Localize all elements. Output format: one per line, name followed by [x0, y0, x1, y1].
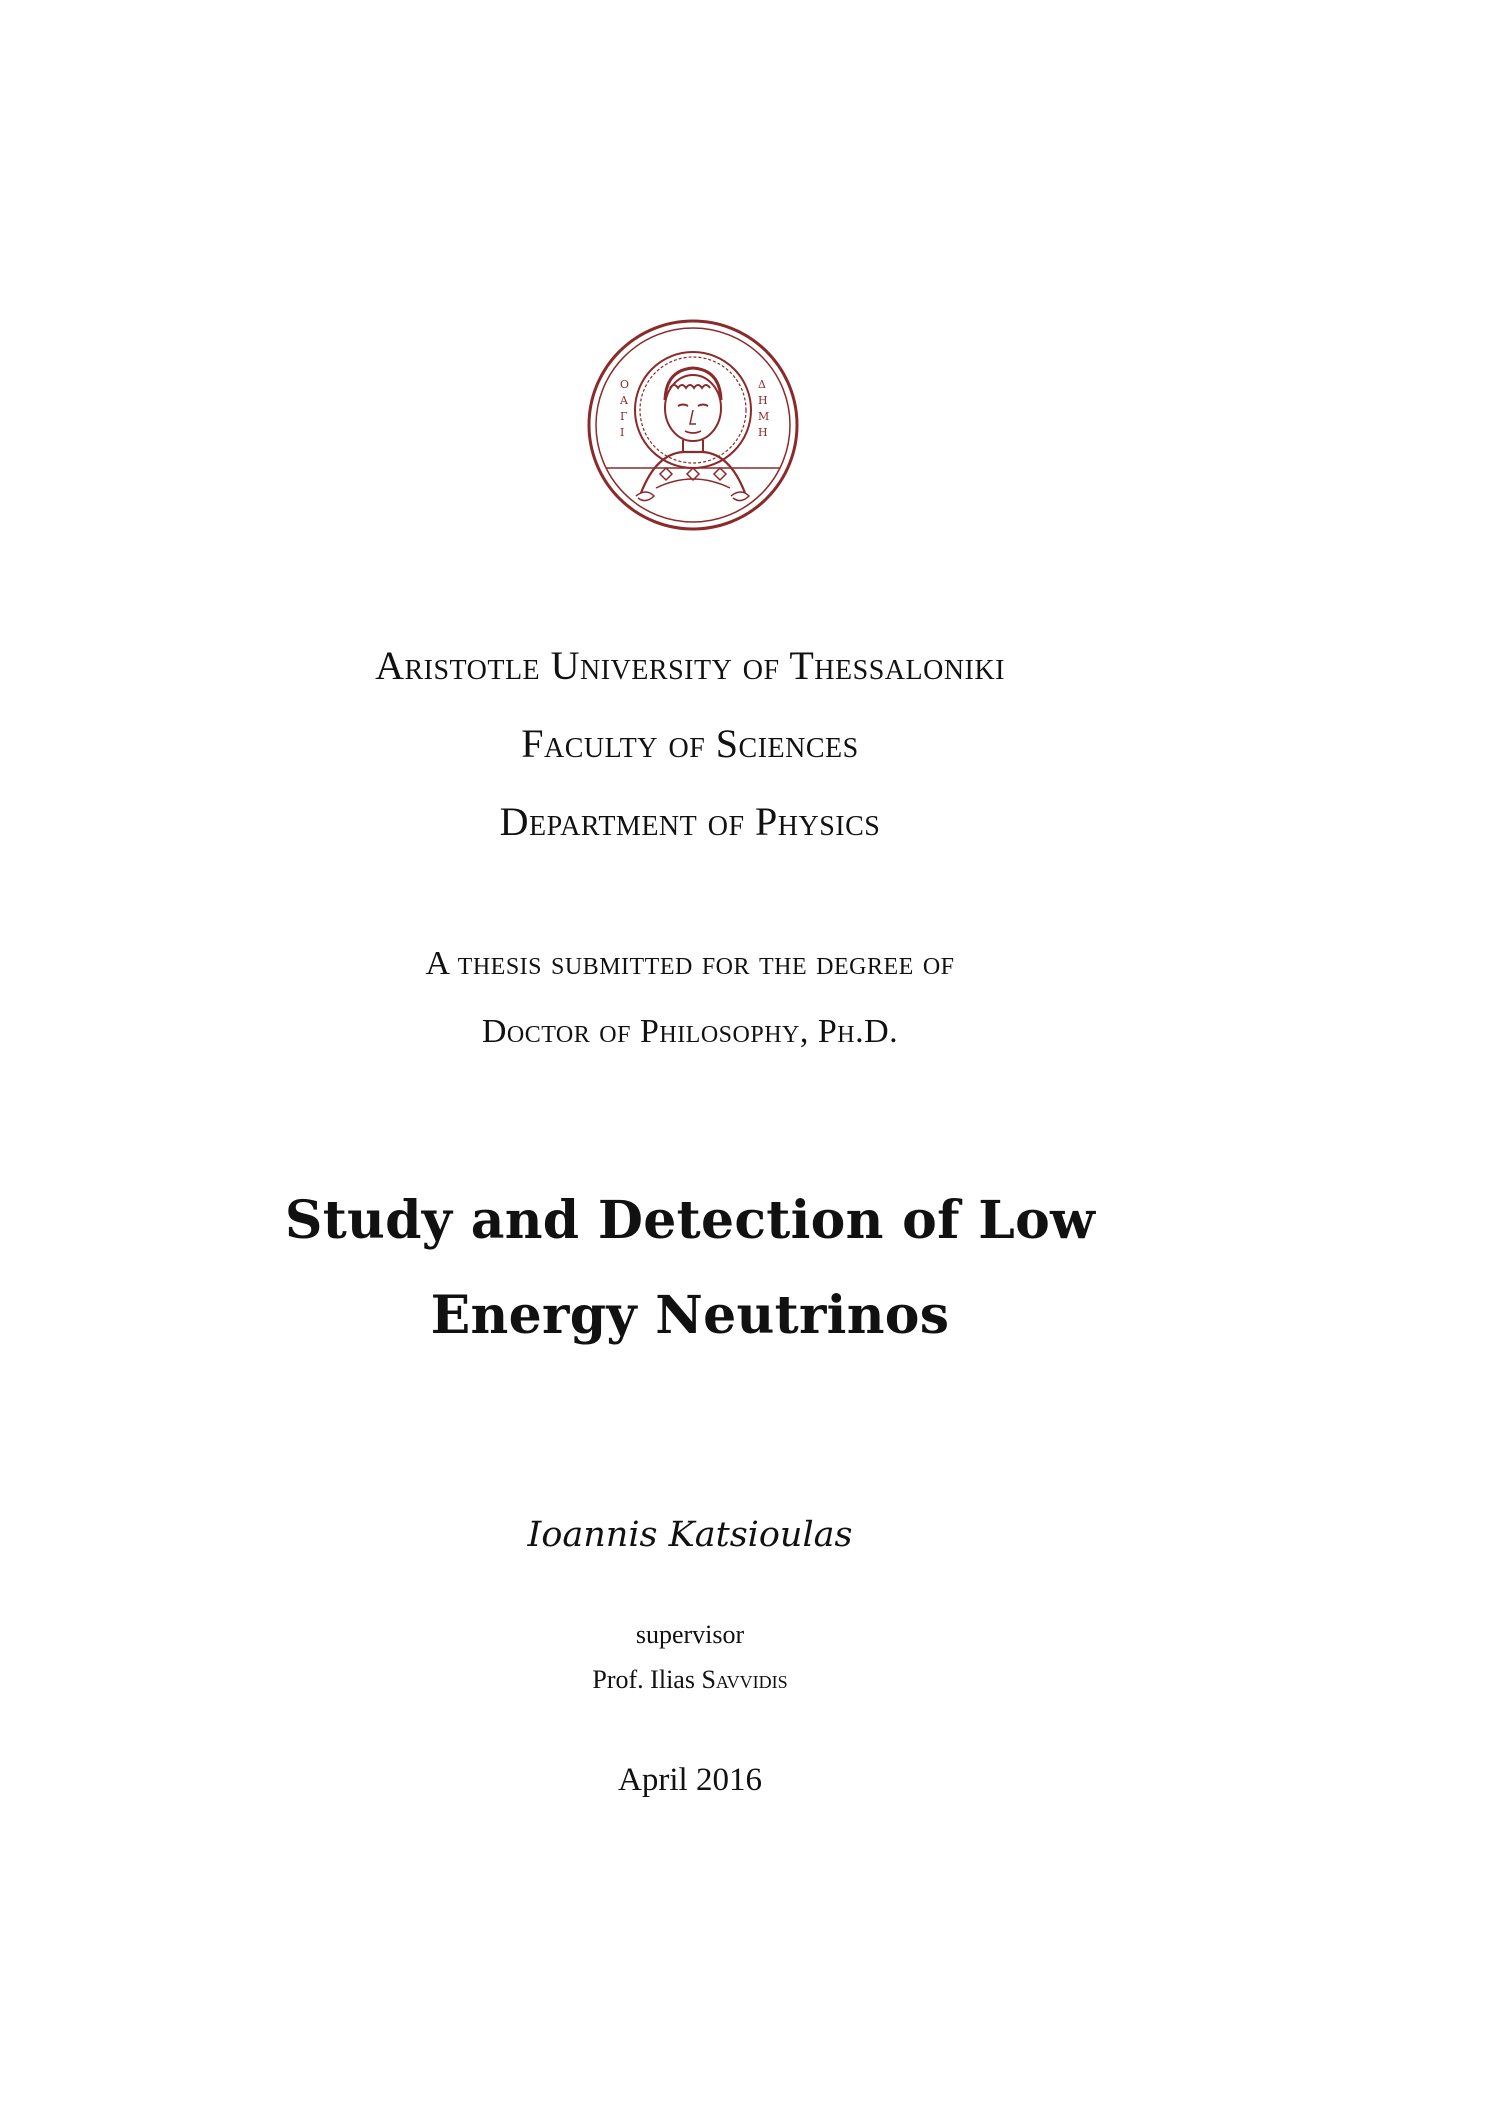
supervisor-name-prefix: Prof. Ilias	[592, 1665, 702, 1694]
svg-text:Ι: Ι	[620, 426, 625, 439]
svg-text:Α: Α	[620, 394, 628, 407]
svg-text:Η: Η	[758, 394, 768, 407]
thesis-title-line2: Energy Neutrinos	[430, 1285, 950, 1346]
university-name: Aristotle University of Thessaloniki	[375, 643, 1005, 688]
svg-text:Μ: Μ	[758, 410, 770, 423]
svg-text:Η: Η	[758, 426, 768, 439]
svg-text:Δ: Δ	[758, 378, 766, 391]
faculty-name: Faculty of Sciences	[521, 721, 859, 766]
thesis-title-line1: Study and Detection of Low	[284, 1190, 1096, 1251]
department-name: Department of Physics	[499, 799, 881, 844]
university-seal	[586, 318, 800, 532]
supervisor-label: supervisor	[635, 1620, 745, 1649]
seal-label-left: Ο	[620, 378, 630, 391]
supervisor-name	[0, 1665, 1380, 1695]
degree-statement-line1: A thesis submitted for the degree of	[425, 945, 955, 982]
author-name: Ioannis Katsioulas	[527, 1515, 853, 1555]
supervisor-surname: Savvidis	[701, 1665, 788, 1694]
submission-date: April 2016	[618, 1762, 762, 1798]
svg-text:Γ: Γ	[620, 410, 628, 423]
seal-emblem-icon	[586, 318, 800, 532]
degree-statement-line2: Doctor of Philosophy, Ph.D.	[481, 1013, 899, 1050]
